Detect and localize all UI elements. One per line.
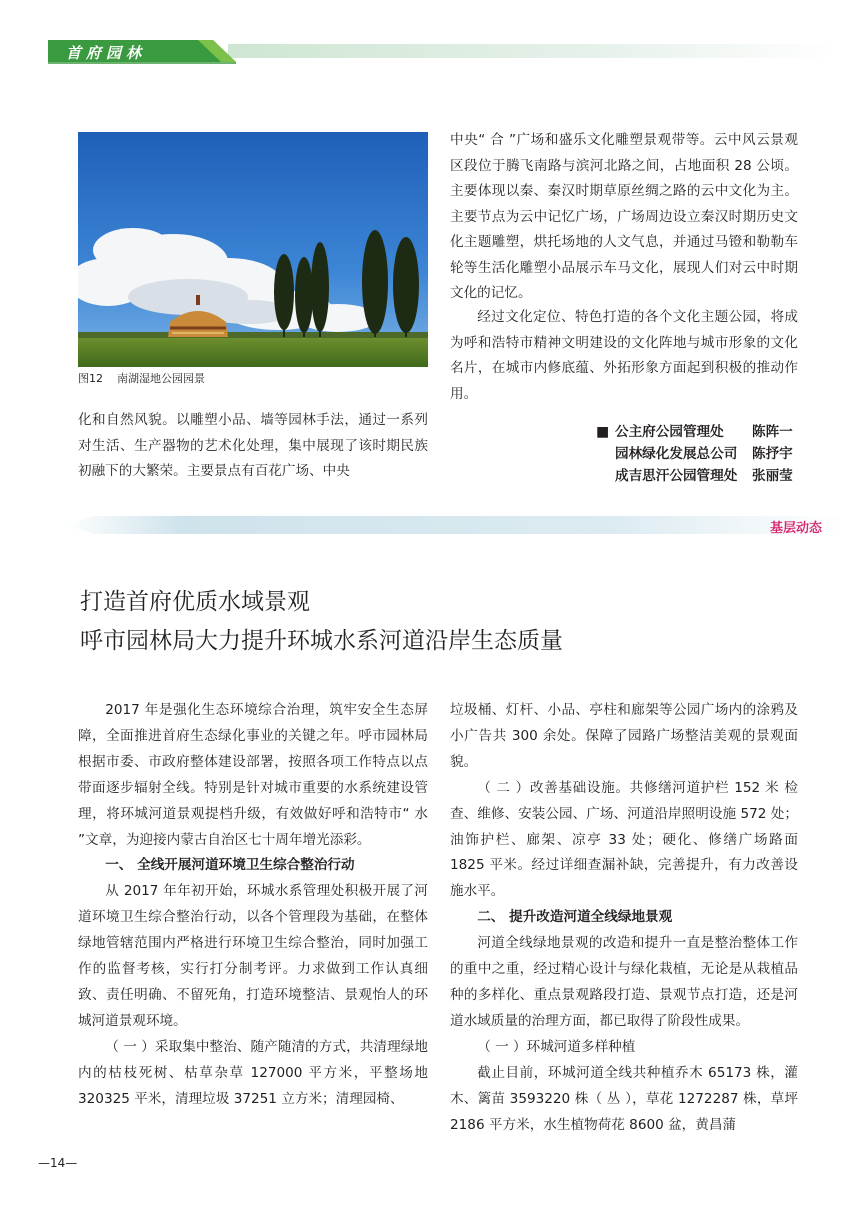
credit-name: 陈抒宇 <box>752 446 793 462</box>
body-column-left <box>78 698 428 1113</box>
credit-row <box>596 443 793 465</box>
author-credits <box>596 421 793 487</box>
body-column-right <box>450 698 798 1138</box>
caption-text: 南湖湿地公园园景 <box>117 372 205 385</box>
body-paragraph: 从 2017 年年初开始，环城水系管理处积极开展了河道环境卫生综合整治行动，以各个管理段为基础，在整体绿地管辖范围内严格进行环境卫生综合整治，同时加强工作的监督考核，实行打分制考评。力求做到工作认真细致、责任明确、不留死角，打造环境整洁、景观怡人的环城河道景观环境。 <box>78 883 428 1029</box>
section-label: 基层动态 <box>770 521 823 536</box>
article-subtitle: 呼市园林局大力提升环城水系河道沿岸生态质量 <box>80 628 563 654</box>
section-band <box>64 516 844 534</box>
body-paragraph: 截止目前，环城河道全线共种植乔木 65173 株，灌木、篱苗 3593220 株（ 丛 ），草花 1272287 株，草坪 2186 平方米，水生植物荷花 8600 盆，黄昌蒲 <box>450 1064 798 1133</box>
credit-org: 公主府公园管理处 <box>615 424 724 440</box>
credit-marker: ■ <box>596 424 610 440</box>
article-title: 打造首府优质水域景观 <box>80 589 310 615</box>
credit-org: 成吉思汗公园管理处 <box>615 468 738 484</box>
right-top-paragraph-2: 经过文化定位、特色打造的各个文化主题公园，将成为呼和浩特市精神文明建设的文化阵地与城市形象的文化名片，在城市内修底蕴、外拓形象方面起到积极的推动作用。 <box>450 309 798 402</box>
body-paragraph: 垃圾桶、灯杆、小品、亭柱和廊架等公园广场内的涂鸦及小广告共 300 余处。保障了园路广场整洁美观的景观面貌。 <box>450 702 798 770</box>
header-label: 首府园林 <box>66 44 147 62</box>
credit-marker <box>596 465 615 487</box>
photo-caption <box>78 370 205 386</box>
sub-heading: （ 一 ）环城河道多样种植 <box>477 1038 636 1055</box>
credit-row <box>596 421 793 443</box>
park-photo <box>78 132 428 367</box>
body-paragraph: （ 二 ）改善基础设施。共修缮河道护栏 152 米 检查、维修、安装公园、广场、河道沿岸照明设施 572 处；油饰护栏、廊架、凉亭 33 处；硬化、修缮广场路面 1825 平米。经过详细查漏补缺，完善提升，有力改善设施水平。 <box>450 779 798 900</box>
right-top-paragraph-1: 中央“ 合 ”广场和盛乐文化雕塑景观带等。云中风云景观区段位于腾飞南路与滨河北路之间，占地面积 28 公顷。主要体现以秦、秦汉时期草原丝绸之路的云中文化为主。主要节点为云中记忆广场，广场周边设立秦汉时期历史文化主题雕塑，烘托场地的人文气息，并通过马镫和勒勒车轮等生活化雕塑小品展示车马文化，展现人们对云中时期文化的记忆。 <box>450 132 798 301</box>
body-paragraph: （ 一 ）采取集中整治、随产随清的方式，共清理绿地内的枯枝死树、枯草杂草 127000 平方米，平整场地 320325 平米，清理垃圾 37251 立方米；清理园椅、 <box>78 1038 428 1107</box>
body-paragraph: 河道全线绿地景观的改造和提升一直是整治整体工作的重中之重，经过精心设计与绿化栽植，无论是从栽植品种的多样化、重点景观路段打造、景观节点打造，还是河道水域质量的治理方面，都已取得了阶段性成果。 <box>450 935 798 1029</box>
caption-number: 图12 <box>78 372 103 385</box>
credit-org: 园林绿化发展总公司 <box>615 446 738 462</box>
page-number: —14— <box>38 1156 78 1170</box>
credit-name: 陈阵一 <box>752 424 793 440</box>
left-top-paragraph: 化和自然风貌。以雕塑小品、墙等园林手法，通过一系列对生活、生产器物的艺术化处理，集中展现了该时期民族初融下的大繁荣。主要景点有百花广场、中央 <box>78 412 428 479</box>
credit-row <box>596 465 793 487</box>
section-heading: 一、 全线开展河道环境卫生综合整治行动 <box>105 857 355 874</box>
body-paragraph: 2017 年是强化生态环境综合治理，筑牢安全生态屏障，全面推进首府生态绿化事业的关键之年。呼市园林局根据市委、市政府整体建设部署，按照各项工作特点以点带面逐步辐射全线。特别是针对城市重要的水系统建设管理，将环城河道景观提档升级，有效做好呼和浩特市“ 水 ”文章，为迎接内蒙古自治区七十周年增光添彩。 <box>78 702 428 848</box>
section-heading: 二、 提升改造河道全线绿地景观 <box>477 909 673 926</box>
credit-marker <box>596 443 615 465</box>
credit-name: 张丽莹 <box>752 468 793 484</box>
